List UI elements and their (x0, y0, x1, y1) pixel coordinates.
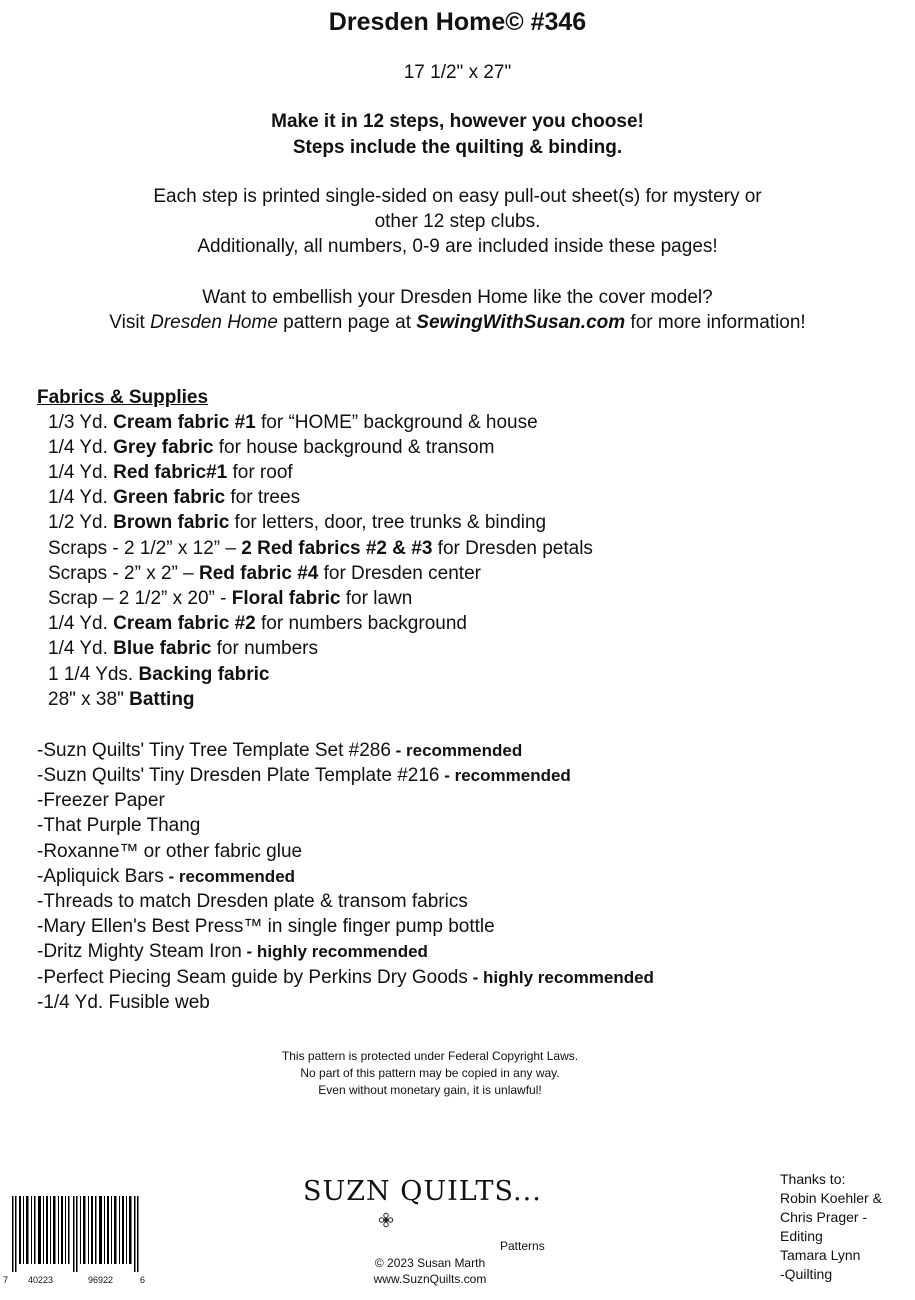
page-at-text: pattern page at (277, 312, 417, 333)
barcode-digit: 40223 (28, 1275, 54, 1285)
thanks-line: Robin Koehler & (780, 1190, 882, 1206)
copyright-notice-line-1: This pattern is protected under Federal Copyright Laws. (281, 1049, 579, 1063)
more-info-text: for more information! (625, 312, 806, 333)
thanks-line: Editing (780, 1228, 823, 1244)
supply-item: -Threads to match Dresden plate & transom fabrics (37, 891, 468, 912)
fabric-item: Scrap – 2 1/2” x 20” - Floral fabric for lawn (48, 588, 413, 609)
barcode-digit: 6 (140, 1275, 146, 1285)
description-line-3: Additionally, all numbers, 0-9 are included inside these pages! (197, 236, 718, 257)
fabric-item: 1/4 Yd. Green fabric for trees (48, 487, 301, 508)
embellish-line-2 (0, 312, 915, 334)
fabric-item: 1/4 Yd. Grey fabric for house background & transom (48, 437, 495, 458)
copyright: © 2023 Susan Marth (374, 1256, 486, 1270)
thanks-line: Thanks to: (780, 1171, 846, 1187)
page-title: Dresden Home© #346 (328, 8, 587, 36)
supply-item: -Perfect Piecing Seam guide by Perkins Dry Goods - highly recommended (37, 967, 654, 988)
pattern-name: Dresden Home (150, 312, 278, 333)
fabric-item: 28" x 38" Batting (48, 689, 195, 710)
fabric-item: 1/3 Yd. Cream fabric #1 for “HOME” background & house (48, 412, 538, 433)
fabric-item: Scraps - 2” x 2” – Red fabric #4 for Dresden center (48, 563, 481, 584)
copyright-notice-line-2: No part of this pattern may be copied in any way. (300, 1066, 560, 1080)
fabric-item: 1/4 Yd. Cream fabric #2 for numbers background (48, 613, 467, 634)
quilt-size: 17 1/2" x 27" (403, 62, 512, 83)
thanks-line: Tamara Lynn (780, 1247, 861, 1263)
supply-item: -Mary Ellen's Best Press™ in single finger pump bottle (37, 916, 495, 937)
fabric-item: 1/2 Yd. Brown fabric for letters, door, tree trunks & binding (48, 512, 547, 533)
embellish-line-1: Want to embellish your Dresden Home like the cover model? (202, 287, 713, 308)
supply-item: -Apliquick Bars - recommended (37, 866, 296, 887)
thanks-line: Chris Prager - (780, 1209, 868, 1225)
steps-line-1: Make it in 12 steps, however you choose! (271, 111, 644, 132)
barcode-digit: 96922 (88, 1275, 114, 1285)
fabric-item: Scraps - 2 1/2” x 12” – 2 Red fabrics #2 & #3 for Dresden petals (48, 538, 593, 559)
barcode-digit: 7 (3, 1275, 9, 1285)
supply-item: -That Purple Thang (37, 815, 201, 836)
fabrics-heading: Fabrics & Supplies (37, 387, 209, 408)
thanks-line: -Quilting (780, 1266, 833, 1282)
fabric-item: 1/4 Yd. Red fabric#1 for roof (48, 462, 293, 483)
description-line-2: other 12 step clubs. (374, 211, 541, 232)
visit-text: Visit (109, 312, 151, 333)
flower-icon (378, 1212, 394, 1228)
supply-item: -Suzn Quilts' Tiny Tree Template Set #286 - recommended (37, 740, 523, 761)
website-link[interactable]: SewingWithSusan.com (416, 312, 626, 333)
supply-item: -Roxanne™ or other fabric glue (37, 841, 303, 862)
supply-item: -Suzn Quilts' Tiny Dresden Plate Template #216 - recommended (37, 765, 571, 786)
copyright-notice-line-3: Even without monetary gain, it is unlawful! (318, 1083, 542, 1097)
fabric-item: 1 1/4 Yds. Backing fabric (48, 664, 270, 685)
description-line-1: Each step is printed single-sided on easy pull-out sheet(s) for mystery or (153, 186, 762, 207)
logo-text: SUZN QUILTS... (303, 1176, 542, 1207)
thanks-block (780, 1170, 910, 1284)
supply-item: -Dritz Mighty Steam Iron - highly recommended (37, 941, 428, 962)
website[interactable]: www.SuznQuilts.com (373, 1272, 487, 1286)
steps-line-2: Steps include the quilting & binding. (292, 137, 623, 158)
fabric-item: 1/4 Yd. Blue fabric for numbers (48, 638, 319, 659)
logo-tagline: Patterns (500, 1239, 545, 1253)
supply-item: -Freezer Paper (37, 790, 165, 811)
suzn-quilts-logo (303, 1176, 542, 1207)
supply-item: -1/4 Yd. Fusible web (37, 992, 210, 1013)
